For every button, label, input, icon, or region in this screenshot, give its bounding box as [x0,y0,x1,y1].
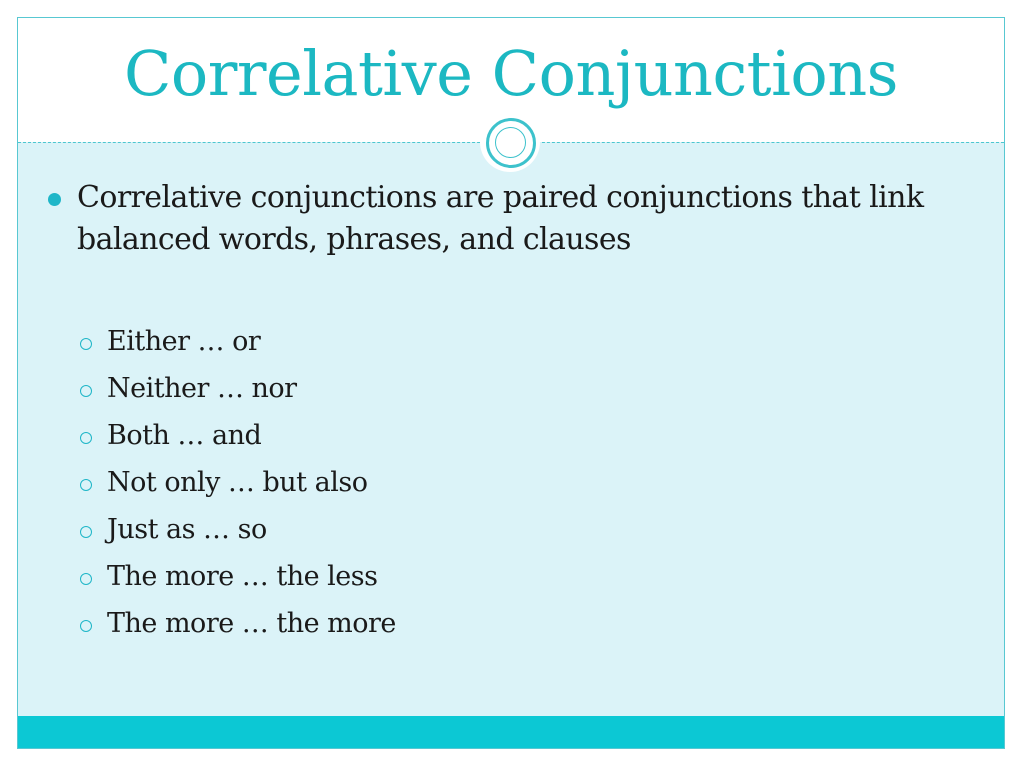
list-item-text: Either … or [107,326,261,357]
list-item-text: The more … the less [107,561,378,592]
list-item [76,371,676,418]
list-item [76,512,676,559]
list-item-text: Just as … so [107,514,267,545]
double-ring-icon [480,112,540,172]
list-item-text: Both … and [107,420,262,451]
list-item [76,465,676,512]
hollow-circle-bullet-icon [80,479,92,491]
hollow-circle-bullet-icon [80,620,92,632]
hollow-circle-bullet-icon [80,432,92,444]
hollow-circle-bullet-icon [80,338,92,350]
slide-title: Correlative Conjunctions [123,37,899,110]
list-item-text: The more … the more [107,608,396,639]
list-item-text: Not only … but also [107,467,368,498]
bottom-band [18,716,1004,748]
ring-outer [486,118,536,168]
list-item [76,324,676,371]
main-bullet-text: Correlative conjunctions are paired conjunctions that link balanced words, phrases, and clauses [77,180,924,257]
list-item [76,606,676,653]
list-item [76,418,676,465]
hollow-circle-bullet-icon [80,573,92,585]
slide-frame [17,17,1005,749]
list-item [76,559,676,606]
ring-inner [495,127,526,158]
filled-circle-bullet-icon [48,193,61,206]
list-item-text: Neither … nor [107,373,297,404]
hollow-circle-bullet-icon [80,385,92,397]
hollow-circle-bullet-icon [80,526,92,538]
sub-bullet-list [76,324,676,653]
